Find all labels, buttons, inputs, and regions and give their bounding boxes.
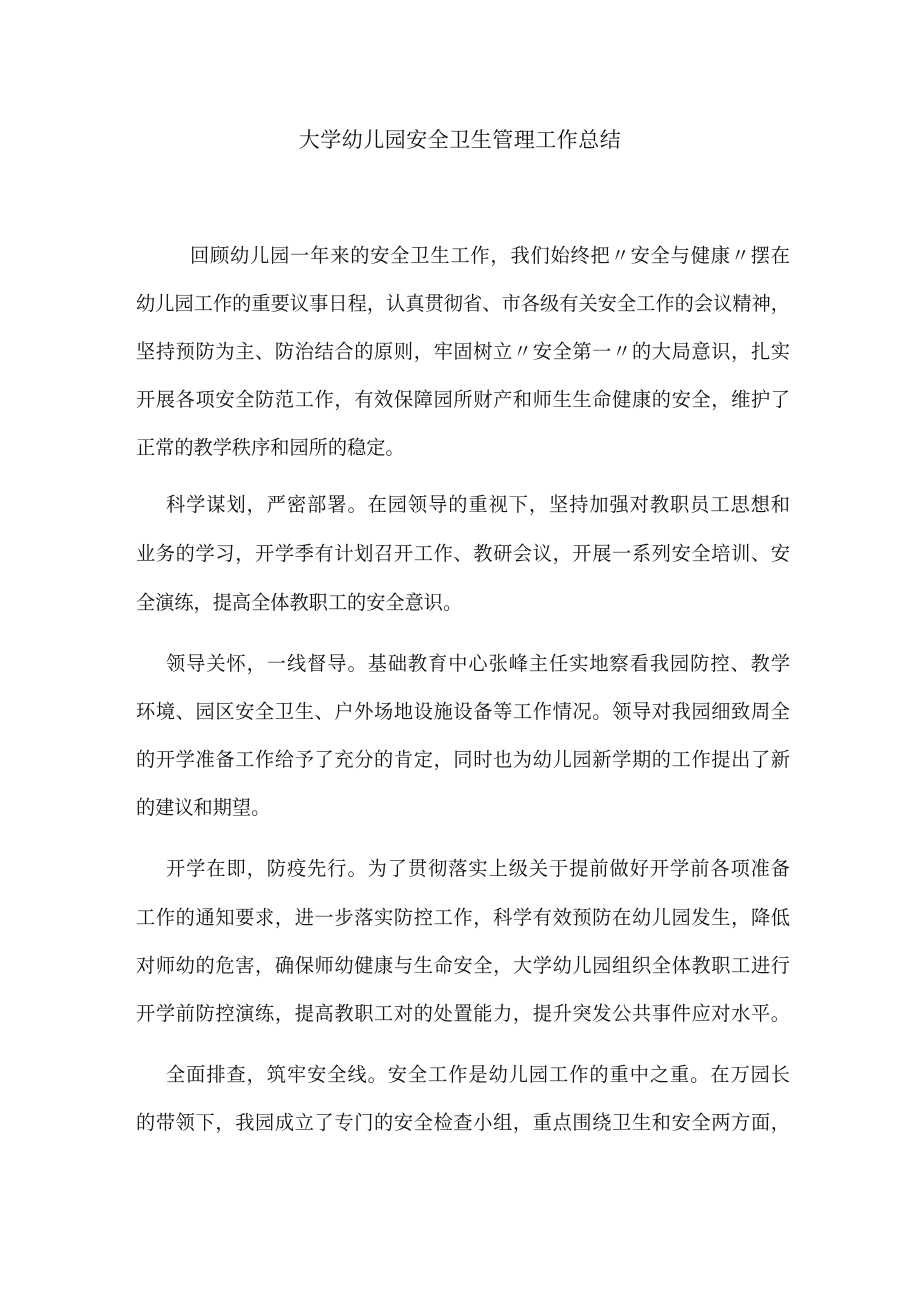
paragraph-1-line-3: 坚持预防为主、防治结合的原则，牢固树立〃安全第一〃的大局意识，扎实 — [136, 340, 790, 363]
paragraph-1-line-2: 幼儿园工作的重要议事日程，认真贯彻省、市各级有关安全工作的会议精神， — [136, 292, 790, 315]
paragraph-4-line-3: 对师幼的危害，确保师幼健康与生命安全，大学幼儿园组织全体教职工进行 — [136, 954, 790, 977]
paragraph-4-line-1: 开学在即，防疫先行。为了贯彻落实上级关于提前做好开学前各项准备 — [166, 857, 790, 880]
paragraph-1-line-5: 正常的教学秩序和园所的稳定。 — [136, 436, 405, 459]
paragraph-1-line-1: 回顾幼儿园一年来的安全卫生工作，我们始终把〃安全与健康〃摆在 — [190, 244, 790, 267]
paragraph-3-line-3: 的开学准备工作给予了充分的肯定，同时也为幼儿园新学期的工作提出了新 — [136, 748, 790, 771]
paragraph-5-line-2: 的带领下，我园成立了专门的安全检查小组，重点围绕卫生和安全两方面， — [136, 1111, 790, 1134]
paragraph-3-line-1: 领导关怀，一线督导。基础教育中心张峰主任实地察看我园防控、教学 — [166, 652, 790, 675]
paragraph-2-line-1: 科学谋划，严密部署。在园领导的重视下，坚持加强对教职员工思想和 — [166, 493, 790, 516]
paragraph-2-line-3: 全演练，提高全体教职工的安全意识。 — [136, 591, 463, 614]
paragraph-3-line-2: 环境、园区安全卫生、户外场地设施设备等工作情况。领导对我园细致周全 — [136, 700, 790, 723]
paragraph-2-line-2: 业务的学习，开学季有计划召开工作、教研会议，开展一系列安全培训、安 — [136, 542, 790, 565]
paragraph-1-line-4: 开展各项安全防范工作，有效保障园所财产和师生生命健康的安全，维护了 — [136, 388, 790, 411]
paragraph-4-line-4: 开学前防控演练，提高教职工对的处置能力，提升突发公共事件应对水平。 — [136, 1002, 790, 1025]
paragraph-3-line-4: 的建议和期望。 — [136, 796, 271, 819]
paragraph-4-line-2: 工作的通知要求，进一步落实防控工作，科学有效预防在幼儿园发生，降低 — [136, 906, 790, 929]
document-title: 大学幼儿园安全卫生管理工作总结 — [298, 128, 622, 152]
paragraph-5-line-1: 全面排查，筑牢安全线。安全工作是幼儿园工作的重中之重。在万园长 — [166, 1063, 790, 1086]
